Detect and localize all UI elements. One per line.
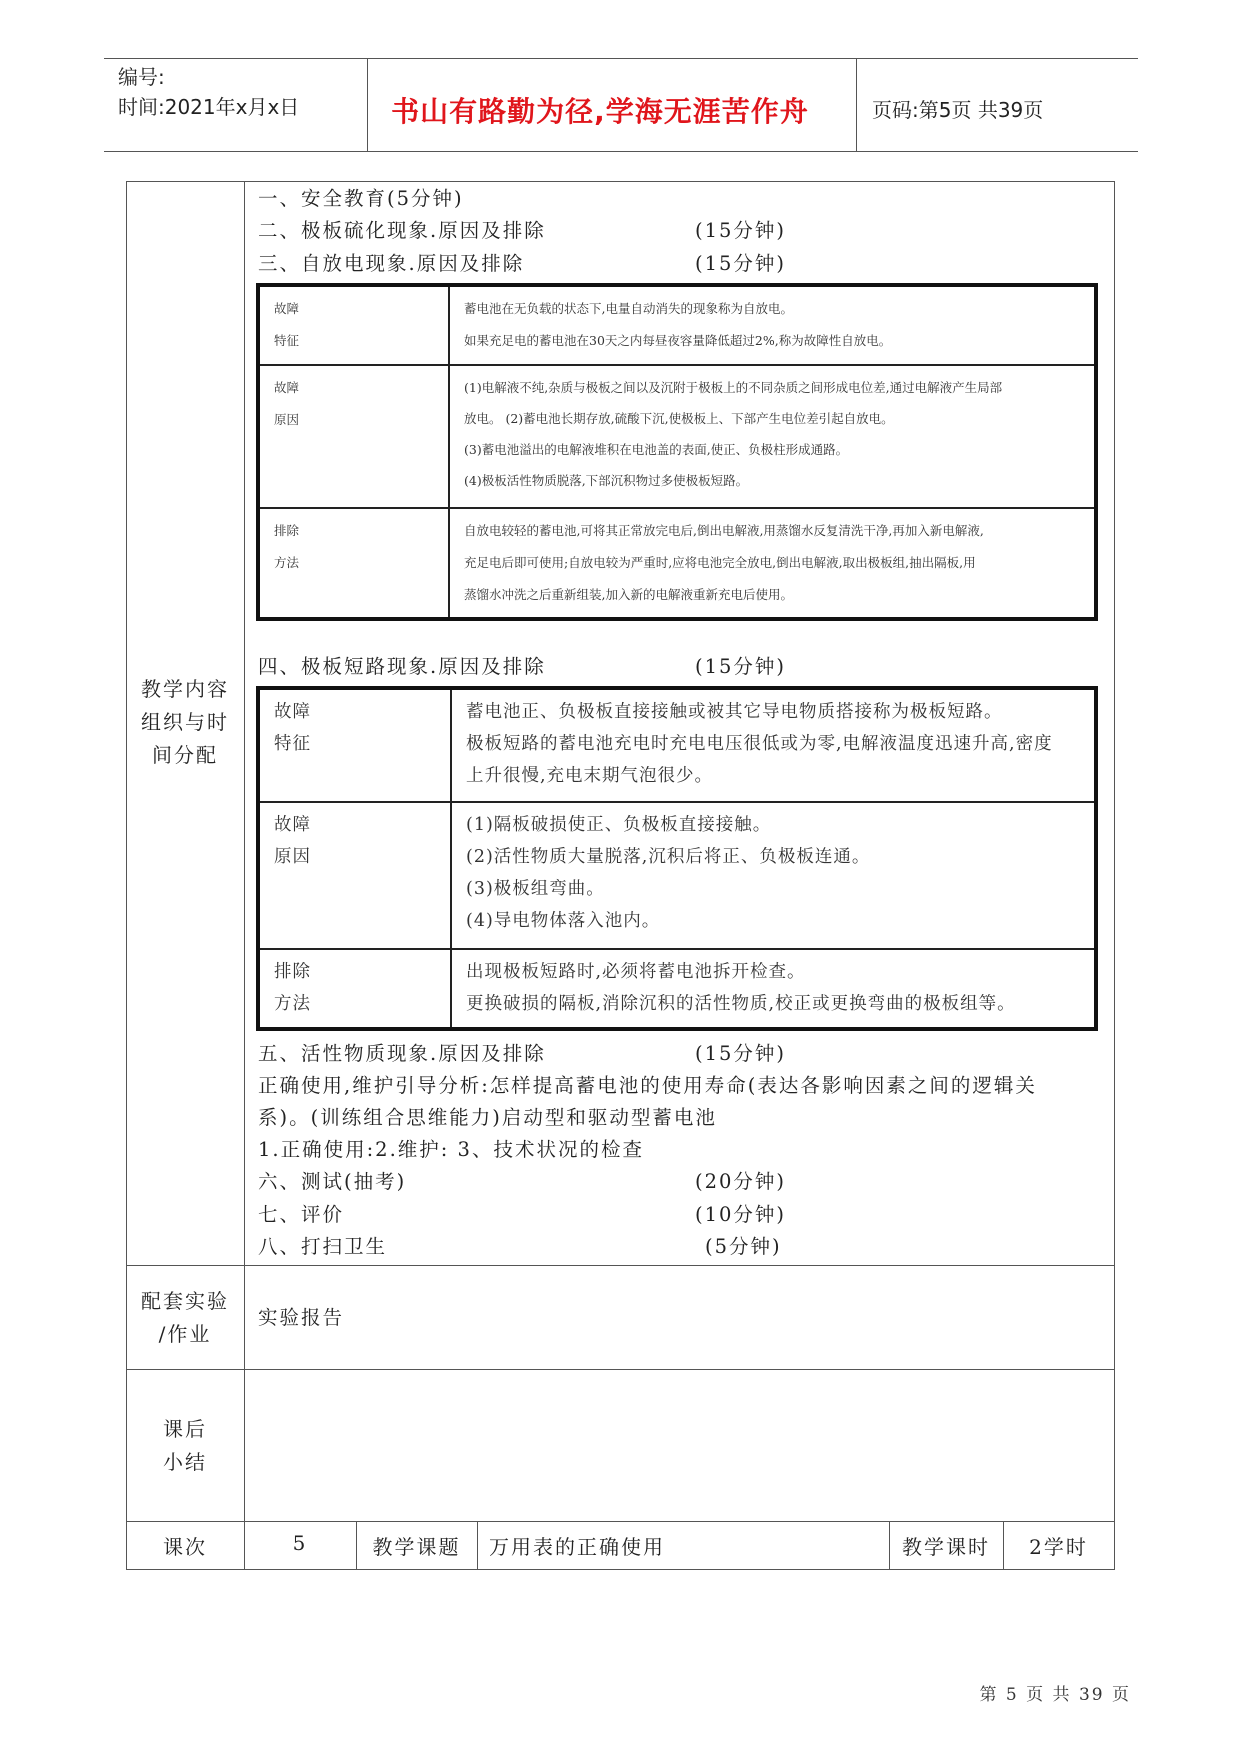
outline-item: 三、自放电现象.原因及排除 <box>258 252 525 275</box>
table-right-border <box>1114 181 1115 1569</box>
hours-value: 2学时 <box>1029 1535 1088 1559</box>
header-divider-left <box>367 58 368 151</box>
label-column-divider <box>244 181 245 1569</box>
header-divider-right <box>856 58 857 151</box>
outline-item: 正确使用,维护引导分析:怎样提高蓄电池的使用寿命(表达各影响因素之间的逻辑关 <box>258 1074 1037 1097</box>
table-row <box>258 365 1096 508</box>
experiment-label-line: /作业 <box>158 1322 212 1346</box>
time-label: 时间:2021年x月x日 <box>118 95 300 119</box>
outline-duration: (10分钟) <box>695 1203 787 1226</box>
experiment-row-label <box>126 1285 244 1351</box>
short-circuit-table <box>256 686 1098 1031</box>
outline-item: 四、极板短路现象.原因及排除 <box>258 655 546 678</box>
summary-row-label <box>126 1413 244 1479</box>
table-left-border <box>126 181 127 1569</box>
table-bottom-border <box>126 1569 1115 1570</box>
remedy-label: 排除 方法 <box>258 508 449 619</box>
table-row <box>258 285 1096 365</box>
fault-feature-text: 蓄电池正、负极板直接接触或被其它导电物质搭接称为极板短路。 极板短路的蓄电池充电时充电电压很低或为零,电解液温度迅速升高,密度 上升很慢,充电末期气泡很少。 <box>451 688 1096 802</box>
outline-item: 六、测试(抽考) <box>258 1170 407 1193</box>
outline-duration: (5分钟) <box>705 1235 782 1258</box>
remedy-text: 出现极板短路时,必须将蓄电池拆开检查。 更换破损的隔板,消除沉积的活性物质,校正或更换弯曲的极板组等。 <box>451 949 1096 1029</box>
hours-label: 教学课时 <box>902 1535 990 1559</box>
outline-duration: (15分钟) <box>695 219 787 242</box>
header-top-rule <box>104 58 1138 59</box>
outline-item: 二、极板硫化现象.原因及排除 <box>258 219 546 242</box>
content-label-line: 教学内容 <box>141 677 229 701</box>
page-footer: 第 5 页 共 39 页 <box>979 1685 1131 1705</box>
outline-duration: (15分钟) <box>695 655 787 678</box>
lesson-value: 5 <box>292 1531 308 1555</box>
summary-label-line: 小结 <box>163 1450 207 1474</box>
lesson-divider-2 <box>477 1521 478 1569</box>
fault-cause-label: 故障 原因 <box>258 365 449 508</box>
outline-duration: (20分钟) <box>695 1170 787 1193</box>
fault-cause-label: 故障 原因 <box>258 802 451 949</box>
fault-feature-label: 故障 特征 <box>258 285 449 365</box>
lesson-label: 课次 <box>163 1535 207 1559</box>
outline-item: 1.正确使用:2.维护: 3、技术状况的检查 <box>258 1138 644 1161</box>
outline-item: 五、活性物质现象.原因及排除 <box>258 1042 546 1065</box>
table-top-border <box>126 181 1115 182</box>
outline-duration: (15分钟) <box>695 252 787 275</box>
header-bottom-rule <box>104 151 1138 152</box>
fault-feature-label: 故障 特征 <box>258 688 451 802</box>
table-row <box>258 688 1096 802</box>
table-row <box>258 508 1096 619</box>
content-label-line: 组织与时 <box>141 710 229 734</box>
remedy-label: 排除 方法 <box>258 949 451 1029</box>
fault-cause-text: (1)电解液不纯,杂质与极板之间以及沉附于极板上的不同杂质之间形成电位差,通过电解液产生局部 放电。 (2)蓄电池长期存放,硫酸下沉,使极板上、下部产生电位差引起自放电。 (3)蓄电池溢出的电解液堆积在电池盖的表面,使正、负极柱形成通路。 (4)极板活性物质脱落,下部沉积物过多使极板短路。 <box>449 365 1096 508</box>
outline-item: 八、打扫卫生 <box>258 1235 388 1258</box>
content-row-label <box>126 673 244 772</box>
row-divider-1 <box>126 1265 1115 1266</box>
experiment-label-line: 配套实验 <box>141 1289 229 1313</box>
page-label: 页码:第5页 共39页 <box>872 98 1044 122</box>
fault-cause-text: (1)隔板破损使正、负极板直接接触。 (2)活性物质大量脱落,沉积后将正、负极板连通。 (3)极板组弯曲。 (4)导电物体落入池内。 <box>451 802 1096 949</box>
table-row <box>258 949 1096 1029</box>
row-divider-2 <box>126 1369 1115 1370</box>
self-discharge-table <box>256 283 1098 621</box>
topic-label: 教学课题 <box>372 1535 461 1559</box>
content-label-line: 间分配 <box>152 743 218 767</box>
topic-value: 万用表的正确使用 <box>489 1535 665 1559</box>
remedy-text: 自放电较轻的蓄电池,可将其正常放完电后,倒出电解液,用蒸馏水反复清洗干净,再加入新电解液, 充足电后即可使用;自放电较为严重时,应将电池完全放电,倒出电解液,取出极板组,抽出隔板,用 蒸馏水冲洗之后重新组装,加入新的电解液重新充电后使用。 <box>449 508 1096 619</box>
summary-label-line: 课后 <box>163 1417 207 1441</box>
outline-item: 七、评价 <box>258 1203 345 1226</box>
experiment-text: 实验报告 <box>258 1306 345 1329</box>
header-meta <box>118 62 299 122</box>
number-label: 编号: <box>118 65 165 89</box>
row-divider-3 <box>126 1521 1115 1522</box>
motto: 书山有路勤为径,学海无涯苦作舟 <box>391 95 809 128</box>
outline-duration: (15分钟) <box>695 1042 787 1065</box>
table-row <box>258 802 1096 949</box>
outline-item: 系)。(训练组合思维能力)启动型和驱动型蓄电池 <box>258 1106 717 1129</box>
outline-item: 一、安全教育(5分钟) <box>258 187 464 210</box>
fault-feature-text: 蓄电池在无负载的状态下,电量自动消失的现象称为自放电。 如果充足电的蓄电池在30天之内每昼夜容量降低超过2%,称为故障性自放电。 <box>449 285 1096 365</box>
